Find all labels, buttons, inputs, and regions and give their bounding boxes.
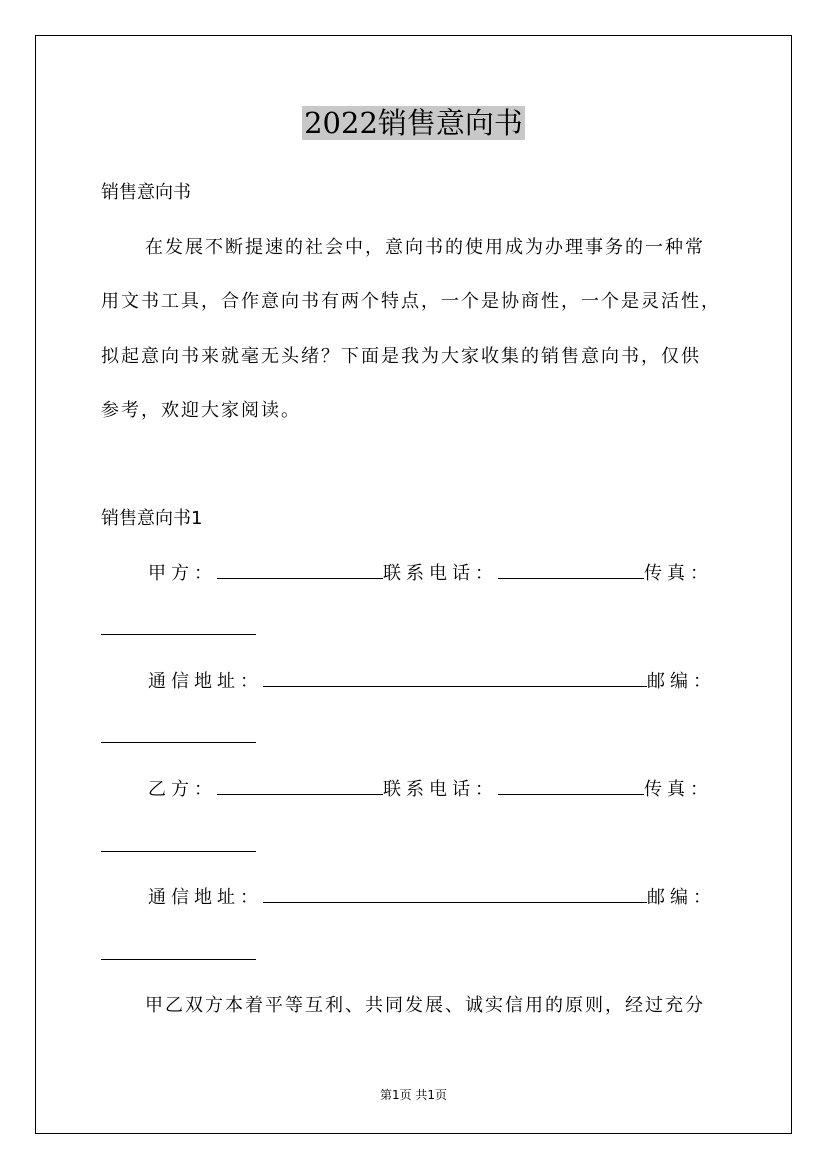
party-a-fax-blank[interactable] <box>101 634 256 635</box>
party-b-address-row <box>148 886 716 910</box>
party-b-address-label: 通信地址： <box>148 887 263 908</box>
party-a-name-blank[interactable] <box>217 562 383 579</box>
closing-line: 甲乙双方本着平等互利、共同发展、诚实信用的原则，经过充分 <box>145 995 705 1016</box>
party-b-row <box>148 778 713 802</box>
sample-heading: 销售意向书1 <box>101 508 203 529</box>
party-a-label: 甲方： <box>148 563 217 584</box>
intro-line-4: 参考，欢迎大家阅读。 <box>101 400 301 421</box>
party-b-zip-blank[interactable] <box>101 959 256 960</box>
party-b-fax-blank[interactable] <box>101 851 256 852</box>
party-a-phone-blank[interactable] <box>498 562 644 579</box>
document-title: 2022销售意向书 <box>304 106 523 140</box>
party-a-address-blank[interactable] <box>263 670 647 687</box>
party-a-zip-label: 邮编： <box>647 671 716 692</box>
party-a-address-label: 通信地址： <box>148 671 263 692</box>
page-footer: 第1页 共1页 <box>379 1088 448 1102</box>
intro-line-2: 用文书工具，合作意向书有两个特点，一个是协商性，一个是灵活性， <box>101 291 721 312</box>
party-b-fax-label: 传真： <box>644 779 713 800</box>
party-b-label: 乙方： <box>148 779 217 800</box>
party-b-address-blank[interactable] <box>263 886 647 903</box>
intro-line-3: 拟起意向书来就毫无头绪？下面是我为大家收集的销售意向书，仅供 <box>101 346 701 367</box>
party-b-name-blank[interactable] <box>217 778 383 795</box>
intro-line-1: 在发展不断提速的社会中，意向书的使用成为办理事务的一种常 <box>145 237 705 258</box>
section-heading: 销售意向书 <box>101 182 191 203</box>
party-a-zip-blank[interactable] <box>101 742 256 743</box>
document-title-wrap <box>0 104 827 142</box>
party-a-phone-label: 联系电话： <box>383 563 498 584</box>
party-a-row <box>148 562 713 586</box>
party-b-phone-blank[interactable] <box>498 778 644 795</box>
party-b-phone-label: 联系电话： <box>383 779 498 800</box>
party-b-zip-label: 邮编： <box>647 887 716 908</box>
party-a-address-row <box>148 670 716 694</box>
party-a-fax-label: 传真： <box>644 563 713 584</box>
